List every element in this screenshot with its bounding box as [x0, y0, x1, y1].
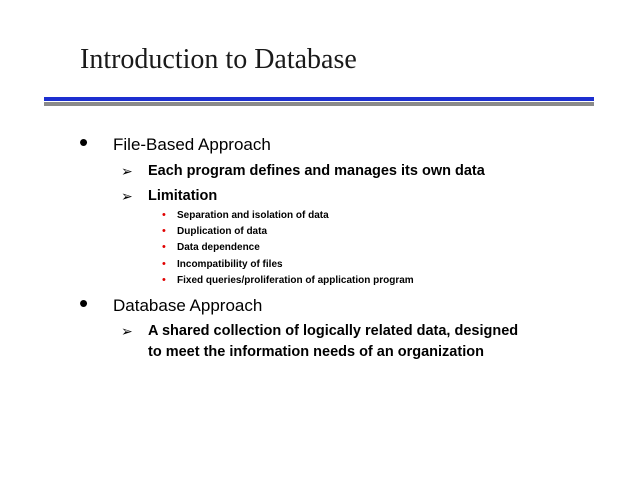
sub-bullet-text-continued: to meet the information needs of an organization	[148, 344, 484, 360]
limitation-text: Fixed queries/proliferation of application program	[177, 275, 414, 286]
sub-bullet-text: A shared collection of logically related data, designed	[148, 323, 519, 339]
arrow-bullet-icon: ➢	[121, 323, 133, 339]
sub-bullet-text: Each program defines and manages its own data	[148, 163, 485, 179]
slide-title: Introduction to Database	[80, 44, 357, 75]
red-dot-icon: •	[162, 209, 166, 221]
red-dot-icon: •	[162, 258, 166, 270]
arrow-bullet-icon: ➢	[121, 163, 133, 179]
bullet-dot-icon: •	[79, 288, 89, 318]
arrow-bullet-icon: ➢	[121, 188, 133, 204]
bullet-text: Database Approach	[113, 296, 263, 315]
sub-bullet-text: Limitation	[148, 188, 218, 204]
limitation-text: Incompatibility of files	[177, 259, 283, 270]
bullet-text: File-Based Approach	[113, 135, 271, 154]
limitation-text: Duplication of data	[177, 226, 267, 237]
red-dot-icon: •	[162, 225, 166, 237]
bullet-dot-icon: •	[79, 127, 89, 157]
title-underline-blue	[44, 97, 594, 101]
red-dot-icon: •	[162, 241, 166, 253]
limitation-text: Data dependence	[177, 242, 260, 253]
limitation-text: Separation and isolation of data	[177, 210, 329, 221]
red-dot-icon: •	[162, 274, 166, 286]
title-underline-gray	[44, 102, 594, 106]
